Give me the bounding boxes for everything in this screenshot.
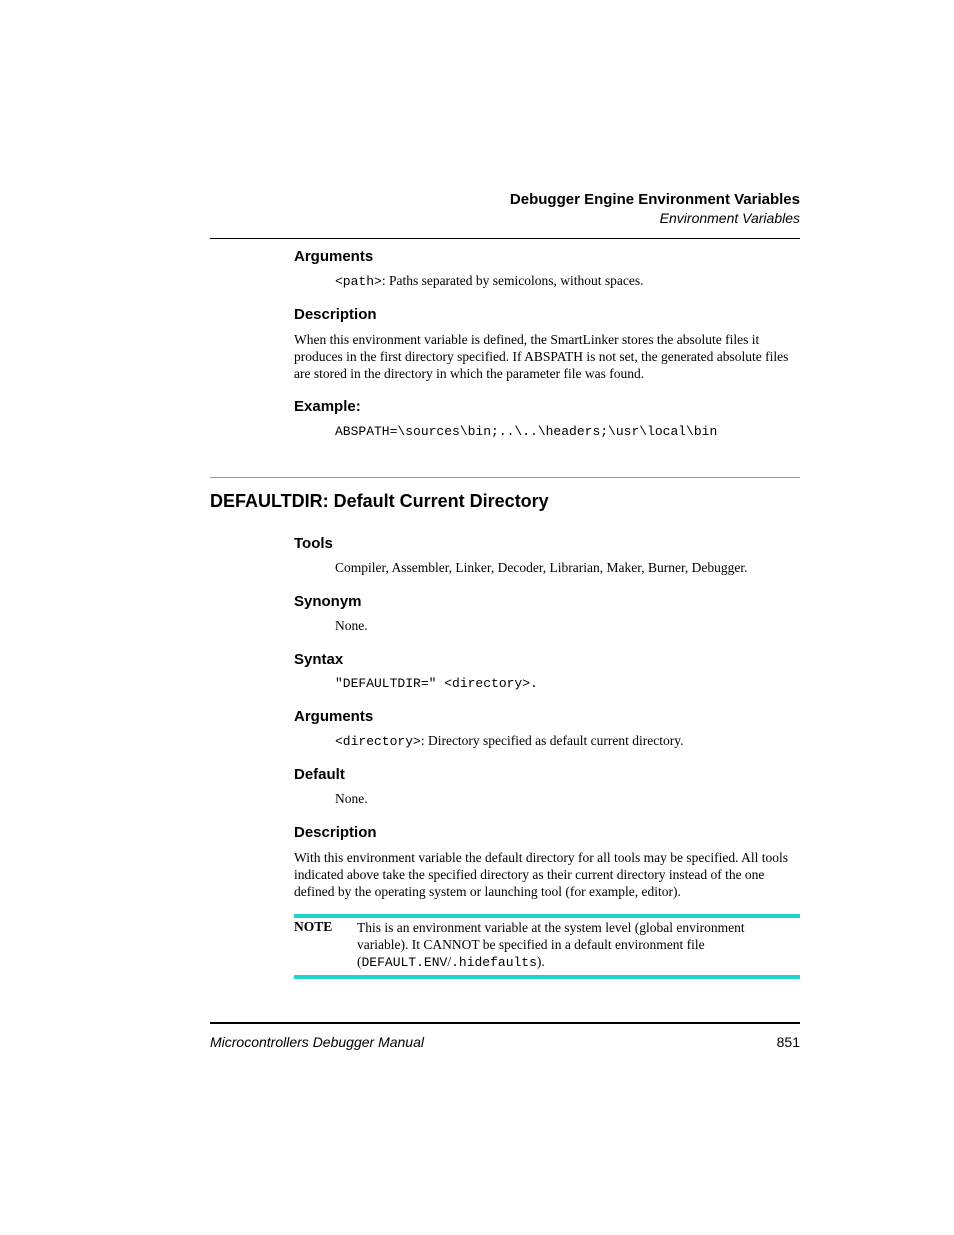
tools-heading: Tools [294, 535, 333, 552]
running-header-title: Debugger Engine Environment Variables [509, 191, 800, 208]
defaultdir-arguments-heading: Arguments [294, 708, 374, 725]
synonym-heading: Synonym [294, 593, 362, 610]
directory-code: <directory> [335, 734, 421, 749]
syntax-heading: Syntax [294, 651, 344, 668]
abspath-arguments-heading: Arguments [294, 248, 374, 265]
default-heading: Default [294, 766, 345, 783]
note-top-bar [294, 914, 800, 918]
default-env-code: DEFAULT.ENV [361, 955, 448, 970]
note-text-part1: This is an environment variable at the system level (global environment variable). It CANNOT be specified in a default environment file ( [357, 920, 745, 969]
defaultdir-description-text: With this environment variable the default directory for all tools may be specified. All tools indicated above take the specified directory as their current directory instead of the one defined by the operating system or launching tool (for example, editor). [294, 850, 788, 899]
note-bottom-bar [294, 975, 800, 979]
defaultdir-arguments-text [335, 733, 683, 749]
abspath-arguments-text [335, 273, 644, 289]
header-rule [210, 238, 800, 239]
note-text [357, 919, 797, 971]
footer-manual-title: Microcontrollers Debugger Manual [210, 1034, 424, 1050]
syntax-code: "DEFAULTDIR=" <directory>. [335, 676, 538, 691]
synonym-text: None. [335, 618, 368, 633]
note-text-part2: ). [536, 954, 545, 969]
note-separator: / [447, 954, 452, 969]
running-header-subtitle: Environment Variables [659, 210, 800, 226]
page-number: 851 [776, 1034, 800, 1050]
default-text: None. [335, 791, 368, 806]
abspath-example-code: ABSPATH=\sources\bin;..\..\headers;\usr\local\bin [335, 424, 718, 439]
section-divider [210, 477, 800, 478]
defaultdir-description-heading: Description [294, 824, 377, 841]
path-code: <path> [335, 274, 382, 289]
abspath-example-heading: Example: [294, 398, 361, 415]
abspath-description-heading: Description [294, 306, 377, 323]
hidefaults-code: .hidefaults [451, 955, 537, 970]
defaultdir-section-title: DEFAULTDIR: Default Current Directory [210, 491, 549, 511]
abspath-arguments-description: : Paths separated by semicolons, without spaces. [381, 273, 644, 288]
abspath-description-text: When this environment variable is defined, the SmartLinker stores the absolute files it produces in the first directory specified. If ABSPATH is not set, the generated absolute files are stored in the directory in which the parameter file was found. [294, 332, 789, 381]
tools-text: Compiler, Assembler, Linker, Decoder, Librarian, Maker, Burner, Debugger. [335, 560, 748, 575]
note-label: NOTE [294, 919, 333, 934]
defaultdir-arguments-description: : Directory specified as default current directory. [420, 733, 684, 748]
footer-rule [210, 1022, 800, 1024]
